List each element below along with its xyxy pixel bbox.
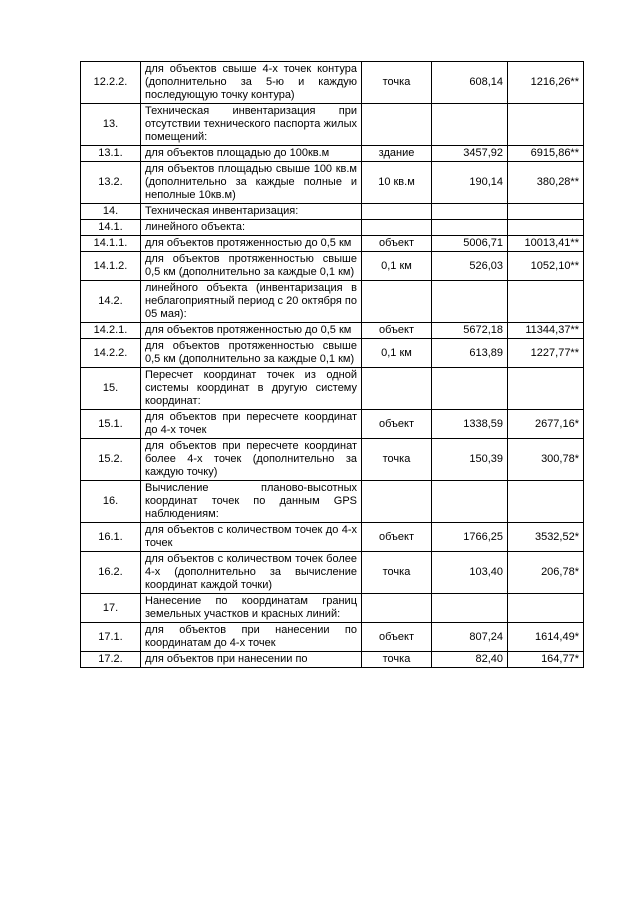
item-number-cell: 15.2. xyxy=(81,439,141,481)
price-cell xyxy=(432,368,508,410)
table-row xyxy=(81,523,584,552)
price-double-cell: 2677,16* xyxy=(508,410,584,439)
description-cell: Техническая инвентаризация: xyxy=(141,204,362,220)
price-cell xyxy=(432,594,508,623)
table-row xyxy=(81,220,584,236)
description-cell: для объектов площадью до 100кв.м xyxy=(141,146,362,162)
table-row xyxy=(81,204,584,220)
table-row xyxy=(81,323,584,339)
table-row xyxy=(81,623,584,652)
description-cell: для объектов протяженностью свыше 0,5 км (дополнительно за каждые 0,1 км) xyxy=(141,252,362,281)
description-cell: Техническая инвентаризация при отсутствии технического паспорта жилых помещений: xyxy=(141,104,362,146)
table-row xyxy=(81,236,584,252)
price-double-cell xyxy=(508,481,584,523)
price-cell: 150,39 xyxy=(432,439,508,481)
unit-cell: 10 кв.м xyxy=(362,162,432,204)
table-row xyxy=(81,368,584,410)
unit-cell: объект xyxy=(362,323,432,339)
item-number-cell: 16. xyxy=(81,481,141,523)
table-row xyxy=(81,594,584,623)
description-cell: для объектов свыше 4-х точек контура (дополнительно за 5-ю и каждую последующую точку контура) xyxy=(141,62,362,104)
item-number-cell: 14.2.1. xyxy=(81,323,141,339)
item-number-cell: 17.2. xyxy=(81,652,141,668)
price-cell: 1338,59 xyxy=(432,410,508,439)
description-cell: для объектов при пересчете координат до 4-х точек xyxy=(141,410,362,439)
description-cell: Нанесение по координатам границ земельных участков и красных линий: xyxy=(141,594,362,623)
table-row xyxy=(81,62,584,104)
unit-cell: объект xyxy=(362,410,432,439)
table-row xyxy=(81,652,584,668)
unit-cell: точка xyxy=(362,439,432,481)
item-number-cell: 15. xyxy=(81,368,141,410)
unit-cell: точка xyxy=(362,62,432,104)
price-cell xyxy=(432,281,508,323)
price-cell: 103,40 xyxy=(432,552,508,594)
unit-cell: здание xyxy=(362,146,432,162)
item-number-cell: 13. xyxy=(81,104,141,146)
unit-cell: объект xyxy=(362,523,432,552)
table-row xyxy=(81,439,584,481)
item-number-cell: 14. xyxy=(81,204,141,220)
price-cell xyxy=(432,204,508,220)
item-number-cell: 13.2. xyxy=(81,162,141,204)
price-table xyxy=(80,61,584,668)
unit-cell: объект xyxy=(362,623,432,652)
price-double-cell: 3532,52* xyxy=(508,523,584,552)
table-row xyxy=(81,410,584,439)
description-cell: для объектов площадью свыше 100 кв.м (дополнительно за каждые полные и неполные 10кв.м) xyxy=(141,162,362,204)
unit-cell xyxy=(362,481,432,523)
item-number-cell: 12.2.2. xyxy=(81,62,141,104)
price-double-cell: 1216,26** xyxy=(508,62,584,104)
table-row xyxy=(81,281,584,323)
price-cell: 5672,18 xyxy=(432,323,508,339)
description-cell: для объектов протяженностью свыше 0,5 км (дополнительно за каждые 0,1 км) xyxy=(141,339,362,368)
table-row xyxy=(81,252,584,281)
unit-cell: точка xyxy=(362,652,432,668)
description-cell: для объектов при нанесении по xyxy=(141,652,362,668)
unit-cell: точка xyxy=(362,552,432,594)
price-cell: 608,14 xyxy=(432,62,508,104)
price-double-cell: 300,78* xyxy=(508,439,584,481)
price-double-cell xyxy=(508,104,584,146)
price-cell xyxy=(432,481,508,523)
description-cell: для объектов протяженностью до 0,5 км xyxy=(141,236,362,252)
description-cell: для объектов при нанесении по координатам до 4-х точек xyxy=(141,623,362,652)
price-cell: 613,89 xyxy=(432,339,508,368)
price-double-cell xyxy=(508,220,584,236)
price-cell: 3457,92 xyxy=(432,146,508,162)
table-row xyxy=(81,339,584,368)
unit-cell: 0,1 км xyxy=(362,339,432,368)
description-cell: для объектов при пересчете координат более 4-х точек (дополнительно за каждую точку) xyxy=(141,439,362,481)
price-table-body xyxy=(81,62,584,668)
price-cell: 190,14 xyxy=(432,162,508,204)
price-cell xyxy=(432,104,508,146)
description-cell: для объектов с количеством точек более 4-х (дополнительно за вычисление координат каждой точки) xyxy=(141,552,362,594)
price-double-cell: 10013,41** xyxy=(508,236,584,252)
price-double-cell: 11344,37** xyxy=(508,323,584,339)
unit-cell xyxy=(362,104,432,146)
description-cell: Пересчет координат точек из одной системы координат в другую систему координат: xyxy=(141,368,362,410)
price-cell: 82,40 xyxy=(432,652,508,668)
table-row xyxy=(81,162,584,204)
item-number-cell: 14.2. xyxy=(81,281,141,323)
unit-cell xyxy=(362,368,432,410)
price-cell: 526,03 xyxy=(432,252,508,281)
item-number-cell: 14.2.2. xyxy=(81,339,141,368)
unit-cell: объект xyxy=(362,236,432,252)
item-number-cell: 15.1. xyxy=(81,410,141,439)
item-number-cell: 14.1.2. xyxy=(81,252,141,281)
price-double-cell: 164,77* xyxy=(508,652,584,668)
table-row xyxy=(81,146,584,162)
unit-cell xyxy=(362,594,432,623)
description-cell: Вычисление планово-высотных координат точек по данным GPS наблюдениям: xyxy=(141,481,362,523)
price-double-cell xyxy=(508,368,584,410)
item-number-cell: 14.1.1. xyxy=(81,236,141,252)
price-cell: 807,24 xyxy=(432,623,508,652)
price-double-cell: 1052,10** xyxy=(508,252,584,281)
description-cell: для объектов протяженностью до 0,5 км xyxy=(141,323,362,339)
unit-cell xyxy=(362,281,432,323)
item-number-cell: 16.2. xyxy=(81,552,141,594)
description-cell: для объектов с количеством точек до 4-х точек xyxy=(141,523,362,552)
price-double-cell: 1614,49* xyxy=(508,623,584,652)
item-number-cell: 17.1. xyxy=(81,623,141,652)
price-double-cell: 380,28** xyxy=(508,162,584,204)
price-double-cell xyxy=(508,204,584,220)
table-row xyxy=(81,552,584,594)
item-number-cell: 14.1. xyxy=(81,220,141,236)
item-number-cell: 13.1. xyxy=(81,146,141,162)
item-number-cell: 17. xyxy=(81,594,141,623)
description-cell: линейного объекта (инвентаризация в неблагоприятный период с 20 октября по 05 мая): xyxy=(141,281,362,323)
unit-cell xyxy=(362,204,432,220)
price-cell: 1766,25 xyxy=(432,523,508,552)
price-double-cell: 6915,86** xyxy=(508,146,584,162)
table-row xyxy=(81,104,584,146)
price-double-cell: 1227,77** xyxy=(508,339,584,368)
price-double-cell xyxy=(508,281,584,323)
price-double-cell: 206,78* xyxy=(508,552,584,594)
table-row xyxy=(81,481,584,523)
price-double-cell xyxy=(508,594,584,623)
price-cell xyxy=(432,220,508,236)
description-cell: линейного объекта: xyxy=(141,220,362,236)
unit-cell xyxy=(362,220,432,236)
unit-cell: 0,1 км xyxy=(362,252,432,281)
item-number-cell: 16.1. xyxy=(81,523,141,552)
price-cell: 5006,71 xyxy=(432,236,508,252)
